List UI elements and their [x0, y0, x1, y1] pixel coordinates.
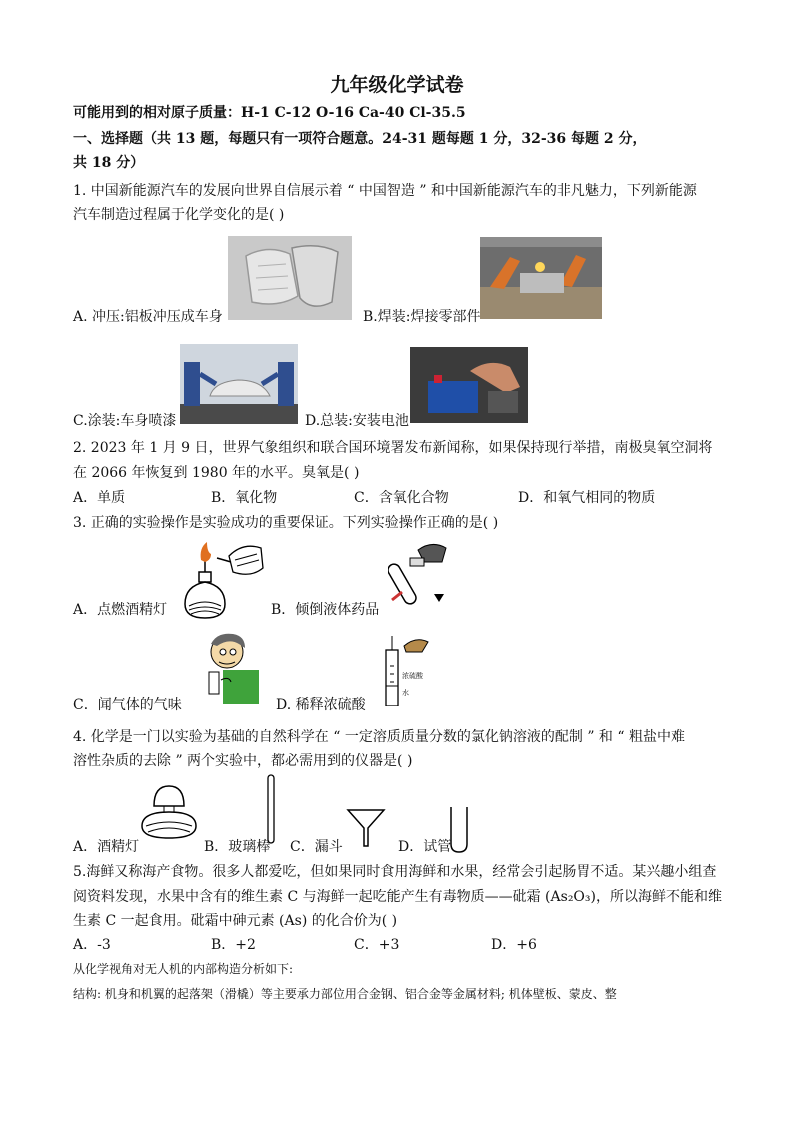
passage-line1: 从化学视角对无人机的内部构造分析如下:: [73, 962, 294, 976]
passage-line2: 结构: 机身和机翼的起落架（滑橇）等主要承力部位用合金钢、铝合金等金属材料; 机体壁板、蒙皮、整: [73, 987, 617, 1001]
q4-alcohol-lamp-image: [138, 780, 200, 840]
q4-option-b[interactable]: B．玻璃棒: [204, 839, 271, 855]
q2-option-a[interactable]: A．单质: [73, 490, 126, 506]
q3-pour-liquid-image: [388, 540, 454, 610]
q4-option-a[interactable]: A．酒精灯: [73, 839, 140, 855]
q3-option-b[interactable]: B．倾倒液体药品: [271, 602, 380, 618]
q1-stem-line2: 汽车制造过程属于化学变化的是( ): [73, 207, 285, 223]
q1-welding-image: [480, 237, 602, 319]
section-heading-line1: 一、选择题（共 13 题，每题只有一项符合题意。24-31 题每题 1 分，32-36 每题 2 分，: [73, 131, 647, 147]
q5-option-b[interactable]: B．+2: [211, 937, 256, 953]
q5-option-a[interactable]: A．-3: [73, 937, 111, 953]
q2-option-b[interactable]: B．氧化物: [211, 490, 278, 506]
q4-glass-rod-image: [266, 774, 276, 844]
q4-option-c[interactable]: C．漏斗: [290, 839, 343, 855]
q2-stem-line2: 在 2066 年恢复到 1980 年的水平。臭氧是( ): [73, 465, 360, 481]
q3-label-water: 水: [402, 689, 409, 697]
q3-option-a[interactable]: A．点燃酒精灯: [73, 602, 168, 618]
section-heading-line2: 共 18 分）: [73, 155, 145, 171]
q2-stem-line1: 2. 2023 年 1 月 9 日，世界气象组织和联合国环境署发布新闻称，如果保持现行举措，南极臭氧空洞将: [73, 440, 713, 456]
q3-alcohol-lamp-image: [177, 538, 267, 622]
q5-stem-line3: 生素 C 一起食用。砒霜中砷元素 (As) 的化合价为( ): [73, 913, 398, 929]
q1-battery-image: [410, 347, 528, 423]
q4-stem-line2: 溶性杂质的去除 ” 两个实验中，都必需用到的仪器是( ): [73, 753, 413, 769]
q1-option-b[interactable]: B.焊装:焊接零部件: [363, 309, 481, 325]
q1-stem-line1: 1. 中国新能源汽车的发展向世界自信展示着 “ 中国智造 ” 和中国新能源汽车的非凡魅力，下列新能源: [73, 183, 697, 199]
q3-option-d[interactable]: D. 稀释浓硫酸: [276, 697, 366, 713]
q1-painting-image: [180, 344, 298, 424]
q5-stem-line2: 阅资料发现，水果中含有的维生素 C 与海鲜一起吃能产生有毒物质——砒霜 (As₂O₃)，所以海鲜不能和维: [73, 889, 722, 905]
q5-option-d[interactable]: D．+6: [491, 937, 537, 953]
q1-stamping-image: [228, 236, 352, 320]
q3-stem: 3. 正确的实验操作是实验成功的重要保证。下列实验操作正确的是( ): [73, 515, 499, 531]
q1-option-a[interactable]: A. 冲压:铝板冲压成车身: [73, 309, 223, 325]
page-title: 九年级化学试卷: [330, 74, 464, 96]
q1-option-d[interactable]: D.总装:安装电池: [305, 413, 409, 429]
atomic-masses: 可能用到的相对原子质量：H-1 C-12 O-16 Ca-40 Cl-35.5: [73, 105, 466, 121]
q4-option-d[interactable]: D．试管: [398, 839, 452, 855]
q1-option-c[interactable]: C.涂装:车身喷漆: [73, 413, 177, 429]
q5-stem-line1: 5.海鲜又称海产食物。很多人都爱吃，但如果同时食用海鲜和水果，经常会引起肠胃不适。某兴趣小组查: [73, 864, 717, 880]
q3-option-c[interactable]: C．闻气体的气味: [73, 697, 182, 713]
q4-stem-line1: 4. 化学是一门以实验为基础的自然科学在 “ 一定溶质质量分数的氯化钠溶液的配制 ” 和 “ 粗盐中难: [73, 729, 685, 745]
q3-smell-gas-image: [203, 630, 259, 704]
q2-option-d[interactable]: D．和氧气相同的物质: [518, 490, 656, 506]
q3-label-acid: 浓硫酸: [402, 672, 423, 680]
q4-funnel-image: [346, 808, 386, 848]
q2-option-c[interactable]: C．含氧化合物: [354, 490, 449, 506]
q4-test-tube-image: [449, 806, 469, 854]
q5-option-c[interactable]: C．+3: [354, 937, 400, 953]
